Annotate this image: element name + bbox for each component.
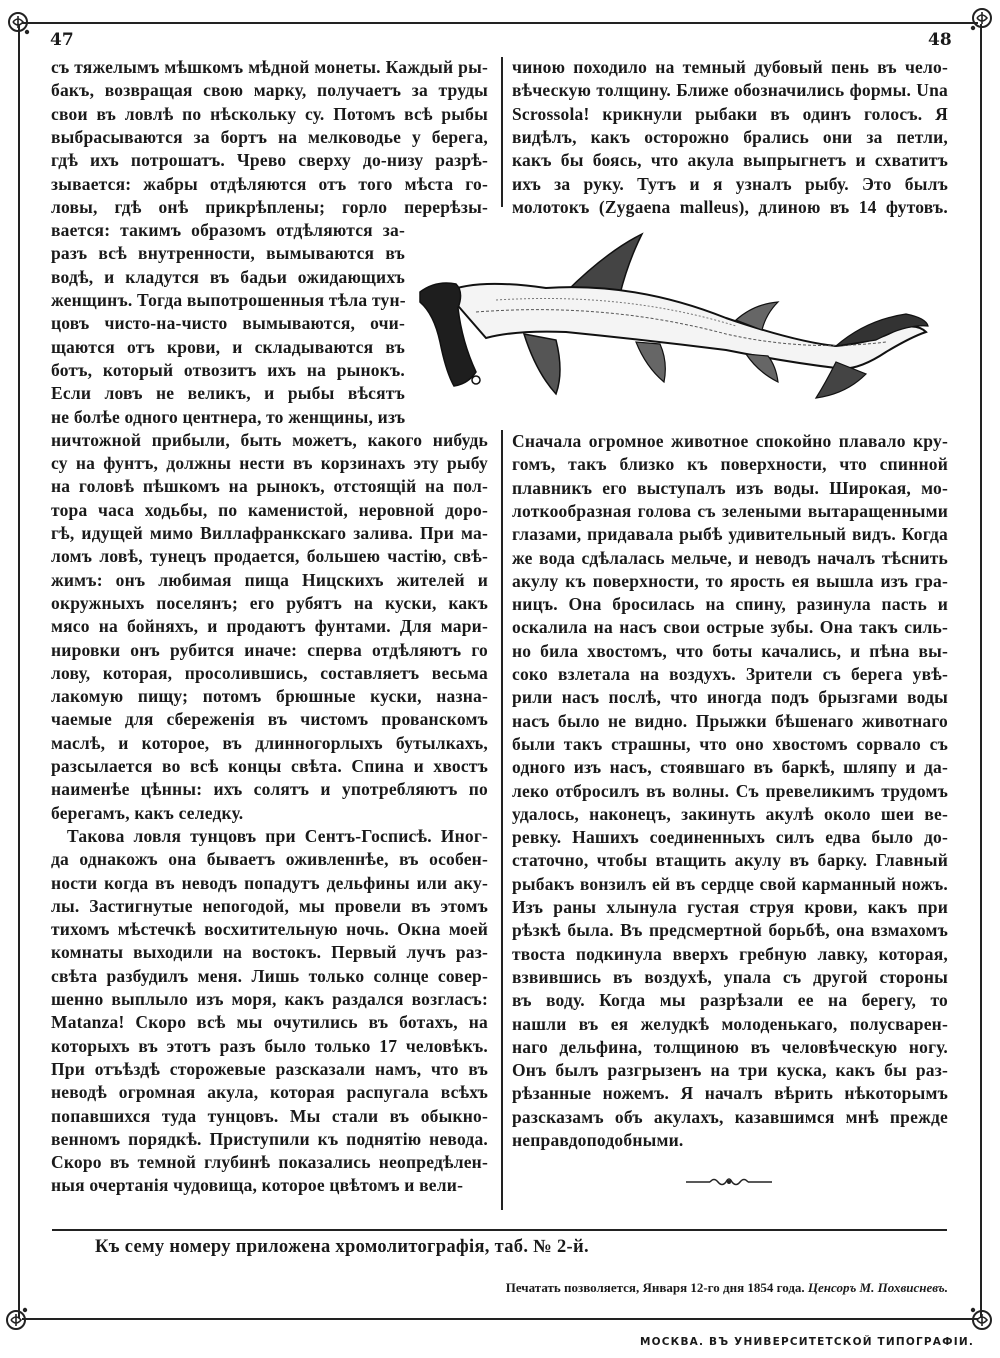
text-line: жимъ: онъ любимая пища Ницскихъ жителей и (51, 569, 488, 590)
text-line: выбрасываются за бортъ на мелководье у берега, (51, 126, 488, 147)
corner-ornament-icon (968, 6, 994, 32)
text-line: свои въ ловлѣ по нѣскольку су. Потомъ всѣ рыбы (51, 103, 488, 124)
text-line: въ воду. Когда мы разрѣзали ее на берегу, то (512, 990, 948, 1011)
corner-ornament-icon (968, 1306, 994, 1332)
text-line: гдѣ ихъ потрошатъ. Чрево сверху до-низу разрѣ- (51, 150, 488, 171)
text-line: вѣческую толщину. Ближе обозначились формы. Una (512, 80, 948, 101)
text-line: ихъ за руку. Тутъ и я узналъ рыбу. Это былъ (512, 173, 948, 194)
text-line: оскалила на насъ свои острые зубы. Она такъ силь- (512, 617, 948, 638)
text-line: соко взлетала на воздухъ. Зрители съ берега увѣ- (512, 664, 948, 684)
text-line: видѣлъ, какъ осторожно брались они за петли, (512, 126, 948, 147)
text-line: тихомъ мѣстечкѣ восхитительную ночь. Окна моей (51, 919, 488, 940)
text-line: взвившись въ воздухѣ, упала съ другой стороны (512, 966, 948, 987)
footer-rule (52, 1229, 947, 1231)
frame-left-rule (18, 24, 20, 1318)
text-line: Такова ловля тунцовъ при Сентъ-Госписѣ. Иног- (67, 825, 488, 846)
censor-name: Ценсоръ М. Похвисневъ. (807, 1280, 948, 1295)
text-line: лову, которая, просолившись, составляетъ весьма (51, 662, 488, 683)
text-line: рили насъ послѣ, что иногда подъ брызгами воды (512, 687, 948, 708)
text-line: насъ было не видно. Прыжки бѣшенаго животнаго (512, 710, 948, 731)
text-line: рѣзанные ножемъ. Я началъ вѣрить нѣкоторымъ (512, 1083, 948, 1104)
text-line: же вода сдѣлалась мельче, и неводъ началъ тѣснить (512, 547, 948, 568)
text-line: но била хвостомъ, что боты качались, и пѣна вы- (512, 640, 948, 661)
text-line: нировки онъ рубится иначе: сперва отдѣляютъ го (51, 639, 488, 660)
text-line: гѣ, идущей мимо Виллафранкскаго залива. При ма- (51, 523, 488, 543)
text-line: ности когда въ неводъ попадутъ дельфины или аку- (51, 872, 488, 893)
text-line: Если ловъ не великъ, и рыбы вѣсятъ (51, 383, 405, 404)
text-line: были такъ страшны, что оно хвостомъ сорвало съ (512, 733, 948, 754)
hammerhead-shark-illustration (406, 222, 946, 417)
text-line: маслѣ, и которое, въ длинногорлыхъ бутылкахъ, (51, 732, 488, 753)
text-line: наименѣе цѣнны: ихъ солятъ и употребляютъ по (51, 779, 488, 800)
text-line: лы. Застигнутые непогодой, мы провели въ этомъ (51, 895, 488, 916)
corner-ornament-icon (4, 1306, 30, 1332)
corner-ornament-icon (6, 10, 32, 36)
text-line: ревку. Нашихъ соединенныхъ силъ едва было до- (512, 827, 948, 848)
text-line: да однакожъ она бываетъ оживленнѣе, въ особен- (51, 849, 488, 870)
text-line: чиною походило на темный дубовый пень въ чело- (512, 57, 948, 77)
censor-approval (400, 1280, 948, 1296)
text-line: которыхъ въ этотъ разъ было только 17 человѣкъ. (51, 1035, 488, 1056)
frame-top-rule (22, 22, 978, 24)
text-line: наго дельфина, толщиною въ человѣческую ногу. (512, 1036, 948, 1057)
censor-approval-text: Печатать позволяется, Января 12-го дня 1854 года. (505, 1280, 805, 1295)
page-number-right: 48 (928, 30, 952, 50)
text-line: При отъѣздѣ сторожевые разсказали намъ, что въ (51, 1058, 488, 1079)
text-line: ныя очертанія чудовища, которое цвѣтомъ и вели- (51, 1175, 464, 1196)
text-line: водѣ, и кладутся въ бадьи ожидающихъ (51, 266, 405, 287)
text-line: удалось, наконецъ, закинуть акулѣ около шеи ве- (512, 803, 948, 824)
text-line: бакъ, возвращая свою марку, получаетъ за труды (51, 80, 488, 101)
text-line: су на фунтъ, должны нести въ корзинахъ эту рыбу (51, 453, 488, 474)
text-line: лакомую пищу; потомъ брюшные куски, назна- (51, 686, 488, 707)
text-line: на головѣ пѣшкомъ на рынокъ, отстоящій на пол- (51, 476, 488, 497)
text-line: комнаты выходили на востокъ. Первый лучъ раз- (51, 942, 488, 963)
text-line: щаются отъ крови, и складываются въ (51, 336, 405, 357)
text-line: рѣзкѣ была. Въ предсмертной борьбѣ, она взмахомъ (512, 920, 948, 941)
frame-right-rule (980, 24, 982, 1318)
text-line: ловы, гдѣ онѣ прикрѣплены; горло перерѣзы- (51, 196, 488, 217)
text-line: Сначала огромное животное спокойно плавало кру- (512, 431, 948, 451)
text-line: разъ всѣ внутренности, вымываются въ (51, 243, 405, 264)
text-line: статочно, чтобы втащить акулу въ барку. Главный (512, 850, 948, 871)
text-line: Matanza! Скоро всѣ мы очутились въ ботахъ, на (51, 1012, 488, 1033)
text-line: глазами, придавала рыбѣ удивительный видъ. Когда (512, 524, 948, 545)
text-line: молотокъ (Zygaena malleus), длиною въ 14 футовъ. (512, 196, 948, 217)
text-line: съ тяжелымъ мѣшкомъ мѣдной монеты. Каждый ры- (51, 57, 488, 77)
text-line: ломъ ловѣ, тунецъ продается, большею частію, свѣ- (51, 546, 488, 567)
text-line: Онъ былъ разгрызенъ на три куска, какъ бы раз- (512, 1060, 948, 1081)
text-line: неводѣ огромная акула, которая распугала всѣхъ (51, 1082, 488, 1103)
text-line: не болѣе одного центнера, то женщины, изъ (51, 406, 406, 427)
text-line: Скоро въ темной глубинѣ показались неопредѣлен- (51, 1152, 488, 1173)
text-line: Scrossola! крикнули рыбаки въ одинъ голосъ. Я (512, 103, 948, 124)
text-line: разсказамъ объ акулахъ, казавшимся мнѣ прежде (512, 1106, 948, 1127)
text-line: венномъ порядкѣ. Приступили къ поднятію невода. (51, 1128, 488, 1149)
section-end-flourish-icon (686, 1176, 772, 1188)
text-line: разсылается во всѣ концы свѣта. Спина и хвостъ (51, 756, 488, 776)
frame-bottom-rule (22, 1318, 978, 1320)
text-line: берегамъ, какъ селедку. (51, 802, 244, 823)
text-line: цовъ чисто-на-чисто вымываются, очи- (51, 313, 405, 334)
text-line: Изъ раны хлынула густая струя крови, какъ при (512, 897, 948, 917)
text-line: мясо на бойняхъ, и продаютъ фунтами. Для мари- (51, 616, 488, 637)
text-line: ничтожной прибыли, быть можетъ, какого нибудь (51, 429, 488, 450)
text-line: тора часа ходьбы, по каменистой, неровной доро- (51, 499, 488, 520)
text-line: женщинъ. Тогда выпотрошенныя тѣла тун- (51, 290, 406, 310)
text-line: попавшихся туда тунцовъ. Мы стали въ обыкно- (51, 1105, 488, 1126)
text-line: твоста подкинула вверхъ гребную лавку, которая, (512, 943, 948, 964)
text-line: нашли въ ея желудкѣ молоденькаго, полусварен- (512, 1013, 948, 1034)
printer-imprint: МОСКВА. ВЪ УНИВЕРСИТЕТСКОЙ ТИПОГРАФІИ. (640, 1336, 975, 1348)
column-divider (501, 57, 503, 207)
text-line: окружныхъ поселянъ; его рубятъ на куски, какъ (51, 592, 488, 613)
text-line: зывается: жабры отдѣляются отъ того мѣста го- (51, 173, 488, 194)
text-line: какъ бы боясь, что акула выпрыгнетъ и схватитъ (512, 150, 948, 171)
text-line: плавникъ его выступалъ изъ воды. Широкая, мо- (512, 477, 948, 498)
text-line: неправдоподобными. (512, 1130, 684, 1150)
text-line: свѣта разбудилъ меня. Лишь только солнце совер- (51, 965, 488, 986)
text-line: ботъ, который отвозитъ ихъ на рынокъ. (51, 359, 405, 380)
supplement-note: Къ сему номеру приложена хромолитографія, таб. № 2-й. (95, 1237, 589, 1257)
text-line: акулу къ поверхности, то ярость ея вышла изъ гра- (512, 570, 948, 591)
text-line: вается: такимъ образомъ отдѣляются за- (51, 220, 405, 241)
text-line: леко отбросилъ въ волны. Съ превеликимъ трудомъ (512, 780, 948, 801)
page-number-left: 47 (50, 30, 74, 50)
text-line: чаемые для сбереженія въ чистомъ прованскомъ (51, 709, 488, 730)
text-line: лоткообразная голова съ зелеными вытаращенными (512, 500, 948, 521)
column-divider (501, 430, 503, 1210)
text-line: одного изъ насъ, стоявшаго въ баркѣ, шляпу и да- (512, 757, 948, 778)
text-line: рыбакъ вонзилъ ей въ сердце свой карманный ножъ. (512, 873, 948, 894)
text-line: шенно выплыло изъ моря, какъ раздался возгласъ: (51, 989, 488, 1009)
text-line: гомъ, такъ близко къ поверхности, что спинной (512, 454, 948, 475)
text-line: ницъ. Она бросилась на спину, разинула пасть и (512, 594, 948, 615)
